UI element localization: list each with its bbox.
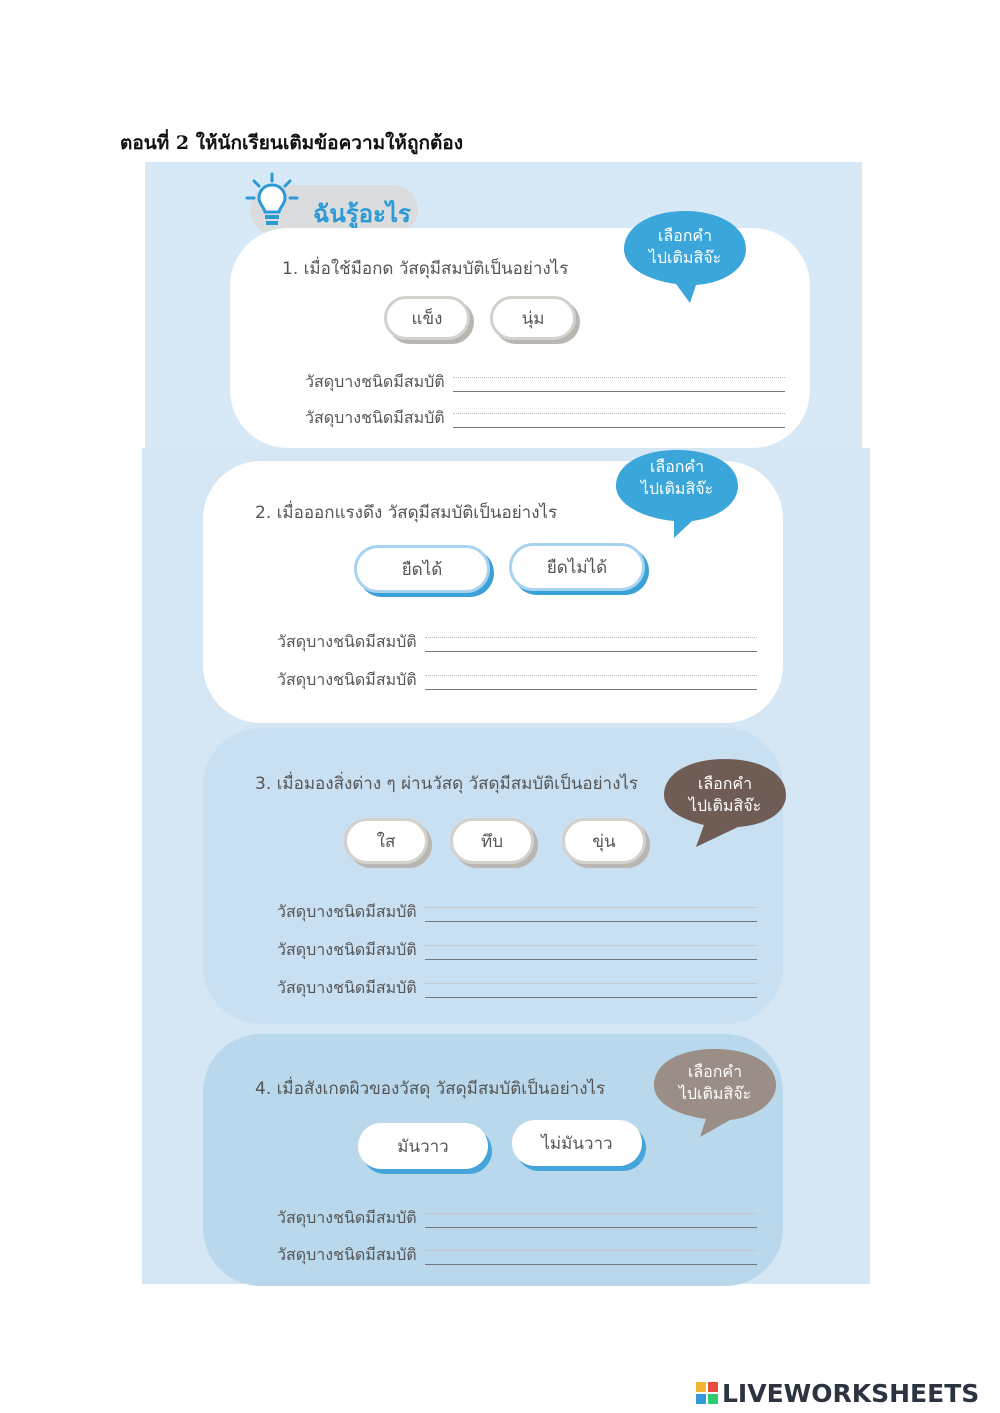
- answer-input-3c[interactable]: [425, 997, 757, 998]
- answer-row: [277, 668, 757, 692]
- question-4-text: 4. เมื่อสังเกตผิวของวัสดุ วัสดุมีสมบัติเป็นอย่างไร: [255, 1079, 606, 1099]
- bubble-line-2: ไปเติมสิจ๊ะ: [648, 248, 722, 267]
- choose-word-bubble-4: [650, 1045, 780, 1141]
- choose-word-bubble-1: [620, 207, 750, 307]
- answer-row: [277, 630, 757, 654]
- answer-input-4b[interactable]: [425, 1264, 757, 1265]
- word-option-shiny[interactable]: มันวาว: [358, 1123, 488, 1169]
- word-option-hard[interactable]: แข็ง: [384, 296, 470, 340]
- choose-word-bubble-2: [612, 446, 742, 542]
- answer-label: วัสดุบางชนิดมีสมบัติ: [305, 408, 445, 427]
- question-1-text: 1. เมื่อใช้มือกด วัสดุมีสมบัติเป็นอย่างไร: [282, 259, 569, 279]
- bubble-line-1: เลือกคำ: [697, 774, 753, 793]
- answer-label: วัสดุบางชนิดมีสมบัติ: [305, 372, 445, 391]
- word-option-clear[interactable]: ใส: [344, 818, 428, 864]
- answer-label: วัสดุบางชนิดมีสมบัติ: [277, 670, 417, 689]
- bubble-line-1: เลือกคำ: [687, 1062, 743, 1081]
- bubble-line-1: เลือกคำ: [657, 226, 713, 245]
- word-option-stretchable[interactable]: ยืดได้: [354, 545, 490, 593]
- liveworksheets-logo: [696, 1378, 979, 1408]
- bubble-line-2: ไปเติมสิจ๊ะ: [640, 479, 714, 498]
- answer-row: [277, 1206, 757, 1230]
- bubble-line-1: เลือกคำ: [649, 457, 705, 476]
- answer-input-2b[interactable]: [425, 689, 757, 690]
- answer-label: วัสดุบางชนิดมีสมบัติ: [277, 632, 417, 651]
- answer-input-1b[interactable]: [453, 427, 785, 428]
- lightbulb-icon: [244, 170, 310, 236]
- answer-label: วัสดุบางชนิดมีสมบัติ: [277, 1245, 417, 1264]
- answer-input-2a[interactable]: [425, 651, 757, 652]
- header-title: ฉันรู้อะไร: [313, 200, 411, 228]
- answer-label: วัสดุบางชนิดมีสมบัติ: [277, 940, 417, 959]
- answer-input-1a[interactable]: [453, 391, 785, 392]
- answer-row: [305, 370, 785, 394]
- answer-row: [277, 976, 757, 1000]
- answer-row: [305, 406, 785, 430]
- answer-label: วัสดุบางชนิดมีสมบัติ: [277, 978, 417, 997]
- liveworksheets-logo-icon: [696, 1382, 718, 1404]
- answer-input-4a[interactable]: [425, 1227, 757, 1228]
- answer-row: [277, 938, 757, 962]
- question-2-text: 2. เมื่อออกแรงดึง วัสดุมีสมบัติเป็นอย่างไร: [255, 503, 558, 523]
- word-option-soft[interactable]: นุ่ม: [490, 296, 576, 340]
- answer-input-3a[interactable]: [425, 921, 757, 922]
- word-option-opaque[interactable]: ทึบ: [450, 818, 534, 864]
- answer-label: วัสดุบางชนิดมีสมบัติ: [277, 902, 417, 921]
- question-3-text: 3. เมื่อมองสิ่งต่าง ๆ ผ่านวัสดุ วัสดุมีสมบัติเป็นอย่างไร: [255, 774, 639, 794]
- answer-row: [277, 1243, 757, 1267]
- answer-label: วัสดุบางชนิดมีสมบัติ: [277, 1208, 417, 1227]
- bubble-line-2: ไปเติมสิจ๊ะ: [678, 1084, 752, 1103]
- word-option-not-shiny[interactable]: ไม่มันวาว: [512, 1120, 642, 1166]
- logo-text: LIVEWORKSHEETS: [722, 1378, 980, 1408]
- answer-input-3b[interactable]: [425, 959, 757, 960]
- word-option-translucent[interactable]: ขุ่น: [562, 818, 646, 864]
- bubble-line-2: ไปเติมสิจ๊ะ: [688, 796, 762, 815]
- word-option-not-stretchable[interactable]: ยืดไม่ได้: [509, 543, 645, 591]
- page-title: ตอนที่ 2 ให้นักเรียนเติมข้อความให้ถูกต้อง: [120, 132, 463, 154]
- answer-row: [277, 900, 757, 924]
- choose-word-bubble-3: [660, 755, 790, 851]
